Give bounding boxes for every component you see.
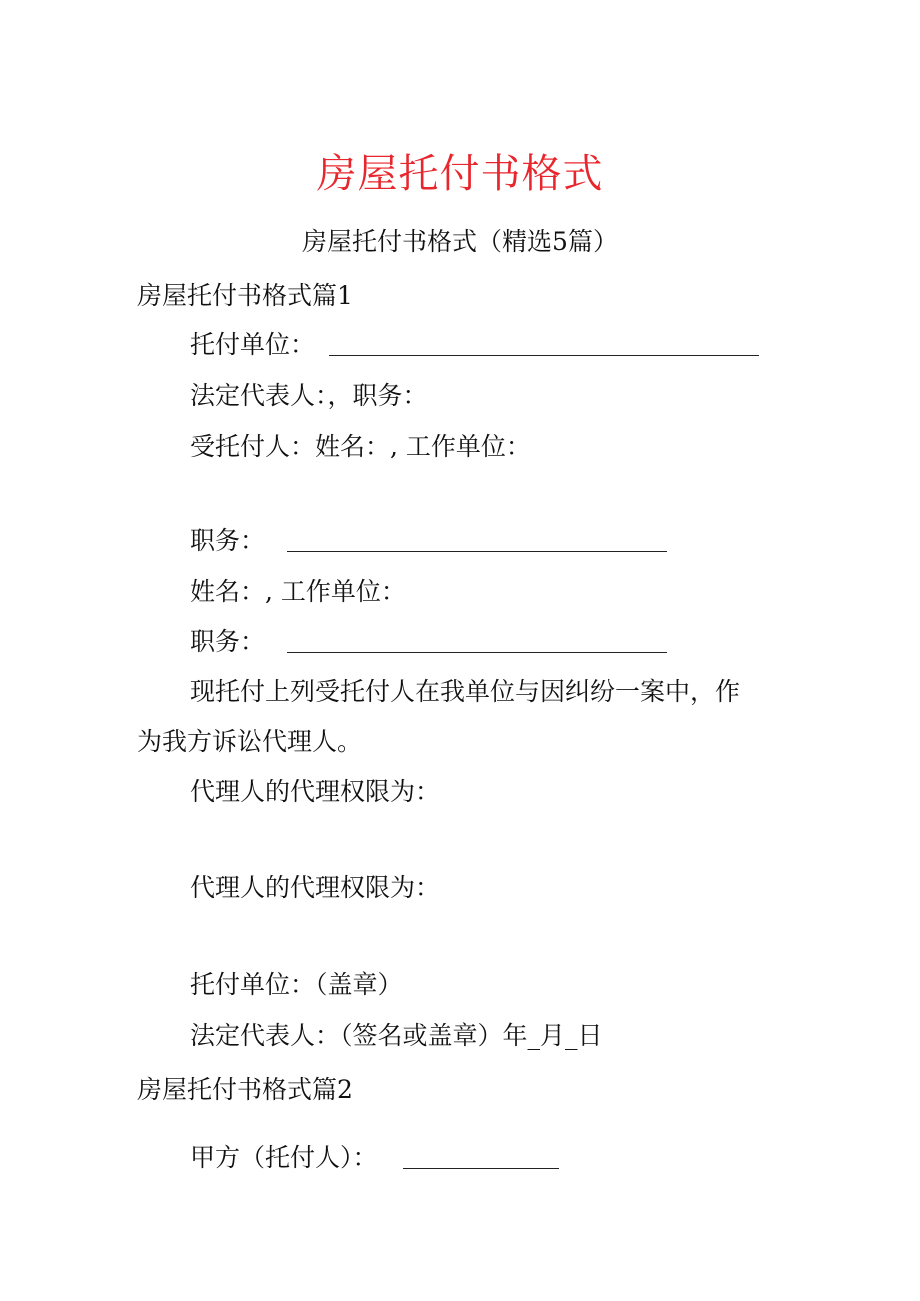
entrust-unit-blank	[329, 325, 759, 356]
sign-date-line: 法定代表人：（签名或盖章）年_月_日	[190, 1021, 603, 1050]
name-line: 姓名：, 工作单位：	[190, 577, 406, 606]
position-blank-2	[287, 622, 667, 653]
seal-line: 托付单位：（盖章）	[190, 970, 403, 999]
document-title: 房屋托付书格式	[316, 151, 604, 197]
position-label-2: 职务：	[190, 627, 266, 656]
entrust-unit-label: 托付单位：	[190, 330, 316, 359]
position-row-2	[190, 622, 667, 662]
section-1-heading: 房屋托付书格式篇1	[137, 281, 353, 310]
document-subtitle: 房屋托付书格式（精选5篇）	[302, 227, 618, 256]
authority-line-2: 代理人的代理权限为：	[190, 873, 441, 902]
body-line-1: 现托付上列受托付人在我单位与因纠纷一案中，作	[190, 677, 741, 706]
party-a-blank	[403, 1138, 559, 1169]
position-label-1: 职务：	[190, 526, 266, 555]
party-a-label: 甲方（托付人）：	[190, 1143, 378, 1172]
agent-line: 受托付人：姓名：, 工作单位：	[190, 432, 531, 461]
authority-line-1: 代理人的代理权限为：	[190, 777, 441, 806]
position-row-1	[190, 521, 667, 561]
legal-rep-line: 法定代表人：，职务：	[190, 381, 428, 410]
party-a-row	[190, 1138, 559, 1178]
body-line-2: 为我方诉讼代理人。	[137, 727, 363, 756]
position-blank-1	[287, 521, 667, 552]
section-2-heading: 房屋托付书格式篇2	[137, 1075, 353, 1104]
entrust-unit-row	[190, 325, 759, 365]
